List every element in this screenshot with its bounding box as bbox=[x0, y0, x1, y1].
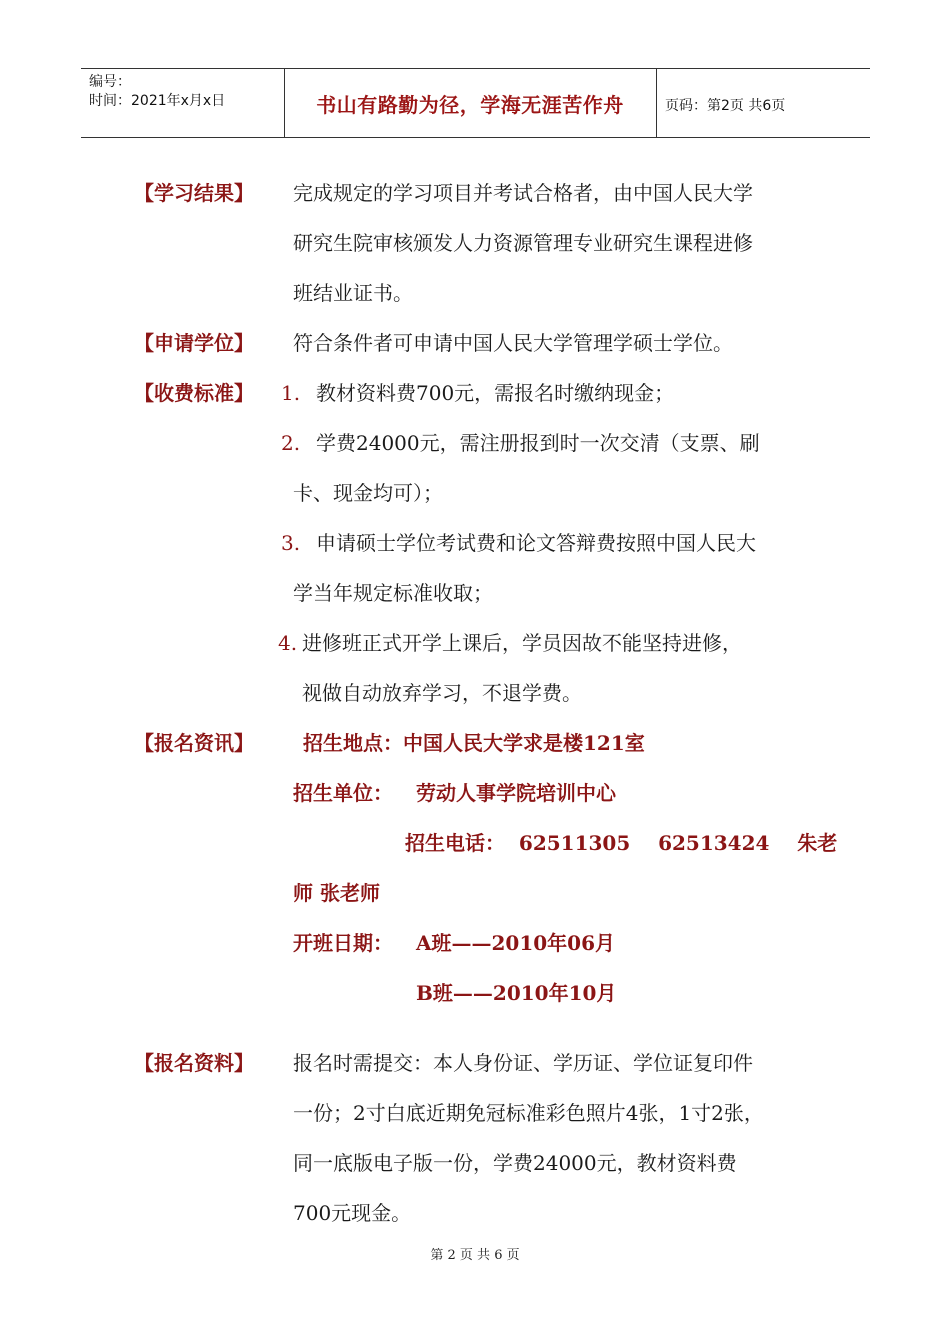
document-header bbox=[81, 68, 870, 138]
learning-result-line: 研究生院审核颁发人力资源管理专业研究生课程进修 bbox=[293, 231, 753, 255]
class-a-date: A班——2010年06月 bbox=[416, 931, 616, 955]
degree-label: 【申请学位】 bbox=[134, 331, 254, 355]
enroll-unit-label: 招生单位： bbox=[293, 781, 393, 805]
materials-label: 【报名资料】 bbox=[134, 1051, 254, 1075]
class-b-date: B班——2010年10月 bbox=[416, 981, 617, 1005]
enroll-phone: 招生电话： 62511305 62513424 朱老 bbox=[405, 831, 838, 855]
enroll-phone-contacts: 师 张老师 bbox=[293, 881, 380, 905]
fee-item-number: 3. bbox=[281, 531, 301, 555]
fee-item-text: 学费24000元，需注册报到时一次交清（支票、刷 bbox=[316, 431, 760, 455]
fee-item-number: 4. bbox=[278, 631, 298, 655]
degree-text: 符合条件者可申请中国人民大学管理学硕士学位。 bbox=[293, 331, 733, 355]
fees-label: 【收费标准】 bbox=[134, 381, 254, 405]
header-slogan: 书山有路勤为径，学海无涯苦作舟 bbox=[316, 92, 624, 117]
fee-item-text: 申请硕士学位考试费和论文答辩费按照中国人民大 bbox=[316, 531, 756, 555]
fee-item-text: 卡、现金均可）； bbox=[293, 481, 443, 505]
header-page-info: 页码：第2页 共6页 bbox=[665, 98, 786, 114]
header-meta bbox=[89, 73, 284, 111]
fee-item-number: 2. bbox=[281, 431, 301, 455]
fee-item-number: 1. bbox=[281, 381, 301, 405]
fee-item-text: 学当年规定标准收取； bbox=[293, 581, 493, 605]
fee-item-text: 视做自动放弃学习，不退学费。 bbox=[302, 681, 582, 705]
enroll-location: 招生地点：中国人民大学求是楼121室 bbox=[303, 731, 645, 755]
materials-line: 同一底版电子版一份，学费24000元，教材资料费 bbox=[293, 1151, 737, 1175]
document-date: 时间：2021年x月x日 bbox=[89, 93, 226, 109]
start-date-label: 开班日期： bbox=[293, 931, 393, 955]
page-footer: 第 2 页 共 6 页 bbox=[430, 1248, 520, 1263]
enroll-unit: 劳动人事学院培训中心 bbox=[416, 781, 616, 805]
learning-result-label: 【学习结果】 bbox=[134, 181, 254, 205]
document-number-label: 编号： bbox=[89, 74, 131, 90]
enroll-info-label: 【报名资讯】 bbox=[134, 731, 254, 755]
learning-result-line: 完成规定的学习项目并考试合格者，由中国人民大学 bbox=[293, 181, 753, 205]
header-divider bbox=[656, 69, 657, 137]
fee-item-text: 教材资料费700元，需报名时缴纳现金； bbox=[316, 381, 675, 405]
materials-line: 报名时需提交：本人身份证、学历证、学位证复印件 bbox=[293, 1051, 753, 1075]
learning-result-line: 班结业证书。 bbox=[293, 281, 413, 305]
materials-line: 一份；2寸白底近期免冠标准彩色照片4张，1寸2张， bbox=[293, 1101, 764, 1125]
fee-item-text: 进修班正式开学上课后，学员因故不能坚持进修， bbox=[302, 631, 742, 655]
materials-line: 700元现金。 bbox=[293, 1201, 412, 1225]
